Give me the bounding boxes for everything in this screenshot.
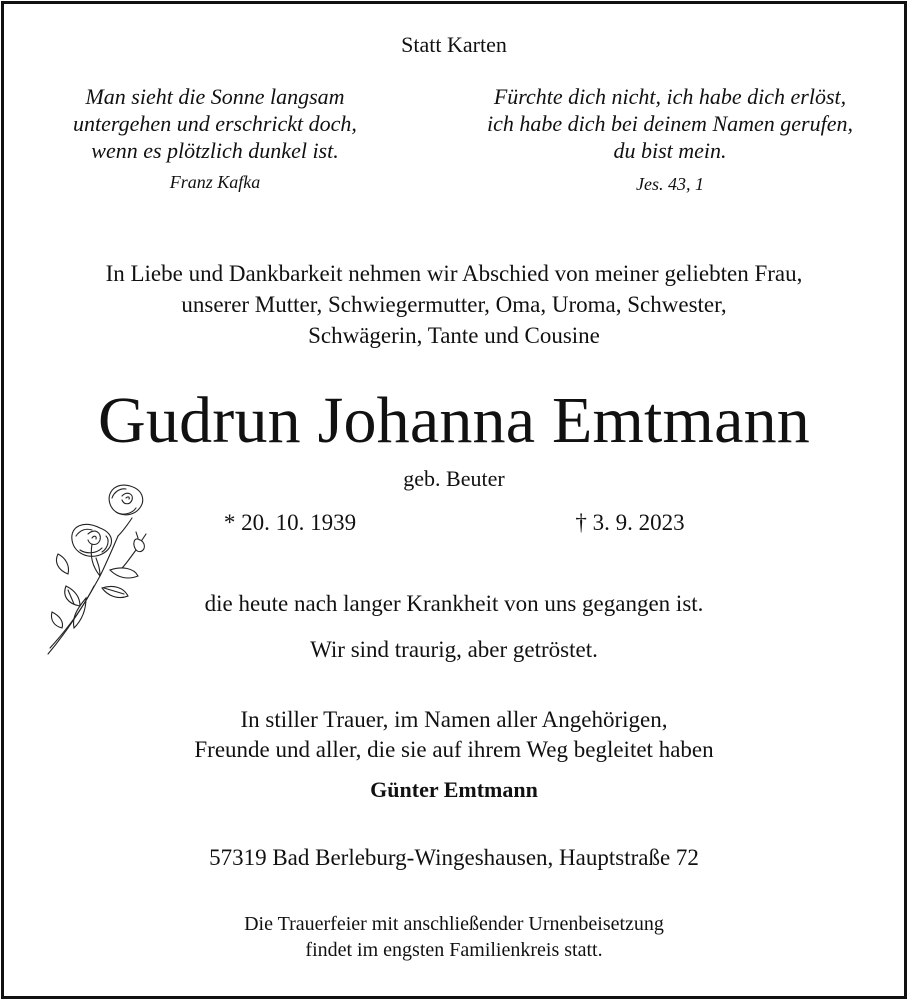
passing-statement: die heute nach langer Krankheit von uns gegangen ist. — [204, 591, 704, 616]
quote-left — [20, 83, 410, 164]
quote-right — [460, 83, 880, 164]
quote-right-line: du bist mein. — [613, 138, 727, 163]
death-date: † 3. 9. 2023 — [575, 510, 685, 535]
quote-right-line: Fürchte dich nicht, ich habe dich erlöst, — [493, 84, 847, 109]
mourners-text — [0, 705, 908, 765]
intro-text — [0, 258, 908, 351]
service-line: Die Trauerfeier mit anschließender Urnenbeisetzung — [244, 913, 664, 935]
signer-name: Günter Emtmann — [370, 777, 538, 802]
quote-left-author: Franz Kafka — [169, 172, 261, 192]
maiden-name: geb. Beuter — [403, 466, 505, 491]
mourners-line: In stiller Trauer, im Namen aller Angehörigen, — [240, 707, 668, 732]
consolation-statement: Wir sind traurig, aber getröstet. — [310, 637, 598, 662]
quote-left-line: Man sieht die Sonne langsam — [85, 84, 345, 109]
heading: Statt Karten — [401, 32, 507, 57]
service-line: findet im engsten Familienkreis statt. — [305, 939, 603, 961]
quote-right-line: ich habe dich bei deinem Namen gerufen, — [487, 111, 853, 136]
quote-right-author: Jes. 43, 1 — [636, 174, 704, 194]
quote-left-line: wenn es plötzlich dunkel ist. — [91, 138, 339, 163]
intro-line: Schwägerin, Tante und Cousine — [308, 323, 600, 348]
intro-line: In Liebe und Dankbarkeit nehmen wir Abschied von meiner geliebten Frau, — [105, 261, 803, 286]
quote-left-line: untergehen und erschrickt doch, — [73, 111, 357, 136]
intro-line: unserer Mutter, Schwiegermutter, Oma, Uroma, Schwester, — [181, 292, 727, 317]
mourners-line: Freunde und aller, die sie auf ihrem Weg begleitet haben — [194, 737, 714, 762]
deceased-name: Gudrun Johanna Emtmann — [98, 384, 810, 457]
birth-date: * 20. 10. 1939 — [223, 510, 357, 535]
service-info — [0, 911, 908, 963]
address: 57319 Bad Berleburg-Wingeshausen, Hauptstraße 72 — [209, 845, 699, 870]
rose-illustration-icon — [40, 478, 160, 658]
